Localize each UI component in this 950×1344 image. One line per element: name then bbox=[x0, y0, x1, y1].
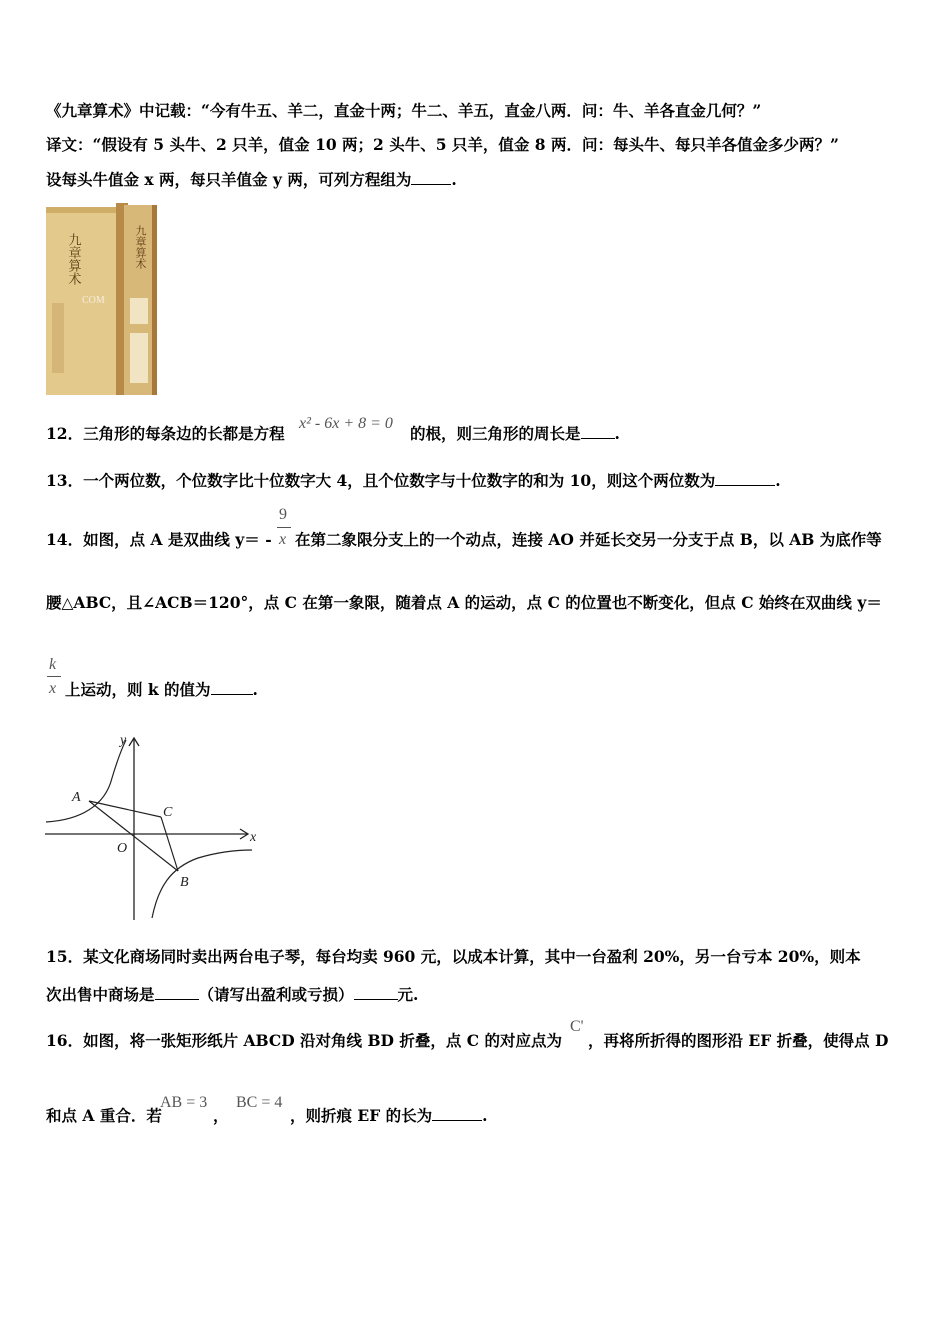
hyperbola-graph bbox=[40, 728, 270, 928]
answer-blank-15b[interactable] bbox=[354, 985, 398, 1000]
q12-end: . bbox=[614, 424, 620, 443]
q12-post-text: 的根，则三角形的周长是 bbox=[410, 424, 581, 443]
answer-blank-13[interactable] bbox=[715, 471, 775, 486]
q12-equation: x² - 6x + 8 = 0 bbox=[299, 415, 393, 432]
q14-end: . bbox=[252, 680, 258, 699]
book-image bbox=[44, 203, 159, 398]
q14-frac-den: x bbox=[279, 531, 287, 548]
intro-line-3-text: 设每头牛值金 x 两，每只羊值金 y 两，可列方程组为 bbox=[46, 170, 412, 189]
answer-blank-11[interactable] bbox=[411, 170, 451, 185]
q15-line-2-a: 次出售中商场是 bbox=[46, 985, 155, 1004]
q16-ab: AB = 3 bbox=[160, 1094, 208, 1111]
answer-blank-12[interactable] bbox=[581, 424, 615, 439]
q14-pre: 14．如图，点 A 是双曲线 y＝ - bbox=[46, 530, 272, 549]
q15-line-1: 15．某文化商场同时卖出两台电子琴，每台均卖 960 元，以成本计算，其中一台盈利 20%，另一台亏本 20%，则本 bbox=[46, 947, 861, 966]
label-B: B bbox=[180, 875, 189, 890]
q16-c-prime: C' bbox=[570, 1018, 584, 1035]
q16-line-2-b-text: ，则折痕 EF 的长为 bbox=[290, 1106, 433, 1125]
book-watermark: COM bbox=[82, 295, 105, 306]
q15-line-2-b: （请写出盈利或亏损） bbox=[198, 985, 354, 1004]
q16-pre: 16．如图，将一张矩形纸片 ABCD 沿对角线 BD 折叠，点 C 的对应点为 bbox=[46, 1031, 563, 1050]
q14-line-2: 腰△ABC，且∠ACB＝120°，点 C 在第一象限，随着点 A 的运动，点 C 的位置也不断变化，但点 C 始终在双曲线 y＝ bbox=[46, 593, 882, 612]
q13-end: . bbox=[775, 471, 781, 490]
q15-line-2-c: 元. bbox=[397, 985, 419, 1004]
q14-frac-num: 9 bbox=[279, 506, 287, 523]
q16-line-2-b bbox=[290, 1106, 488, 1126]
q14-frac-line bbox=[277, 527, 291, 528]
q13-line bbox=[46, 471, 781, 491]
q13-text: 13．一个两位数，个位数字比十位数字大 4，且个位数字与十位数字的和为 10，则这个两位数为 bbox=[46, 471, 716, 490]
q14-line-3-text: 上运动，则 k 的值为 bbox=[65, 680, 211, 699]
label-C: C bbox=[163, 805, 173, 820]
label-A: A bbox=[72, 790, 81, 805]
q16-bc: BC = 4 bbox=[236, 1094, 283, 1111]
book-spine-right-title: 九章算术 bbox=[134, 225, 146, 269]
q16-end: . bbox=[482, 1106, 488, 1125]
q16-comma: ， bbox=[213, 1106, 229, 1125]
book-spine-left-title: 九章算术 bbox=[66, 233, 82, 285]
answer-blank-16[interactable] bbox=[432, 1106, 482, 1121]
answer-blank-14[interactable] bbox=[211, 680, 253, 695]
label-y: y bbox=[120, 733, 127, 748]
intro-line-2: 译文：“假设有 5 头牛、2 只羊，值金 10 两；2 头牛、5 只羊，值金 8 两．问：每头牛、每只羊各值金多少两？” bbox=[46, 135, 839, 154]
q14-k-num: k bbox=[49, 656, 57, 673]
q14-k-den: x bbox=[49, 680, 57, 697]
q12-post bbox=[410, 424, 620, 444]
answer-blank-15a[interactable] bbox=[155, 985, 199, 1000]
intro-line-1: 《九章算术》中记载：“今有牛五、羊二，直金十两；牛二、羊五，直金八两．问：牛、羊各直金几何？” bbox=[46, 101, 762, 120]
q14-k-frac-line bbox=[47, 676, 61, 677]
q16-line-2-a: 和点 A 重合．若 bbox=[46, 1106, 162, 1125]
segment-CB bbox=[161, 817, 178, 871]
intro-line-3-end: . bbox=[451, 170, 457, 189]
q14-line-3 bbox=[65, 680, 258, 700]
hyperbola-branch-2 bbox=[46, 740, 126, 822]
hyperbola-branch-4 bbox=[152, 850, 252, 918]
q14-post: 在第二象限分支上的一个动点，连接 AO 并延长交另一分支于点 B，以 AB 为底作等 bbox=[295, 530, 882, 549]
intro-line-3 bbox=[46, 170, 457, 190]
label-O: O bbox=[117, 841, 128, 856]
q12-pre: 12．三角形的每条边的长都是方程 bbox=[46, 424, 285, 443]
label-x: x bbox=[250, 830, 257, 845]
q15-line-2 bbox=[46, 985, 418, 1005]
q16-post: ，再将所折得的图形沿 EF 折叠，使得点 D bbox=[588, 1031, 889, 1050]
